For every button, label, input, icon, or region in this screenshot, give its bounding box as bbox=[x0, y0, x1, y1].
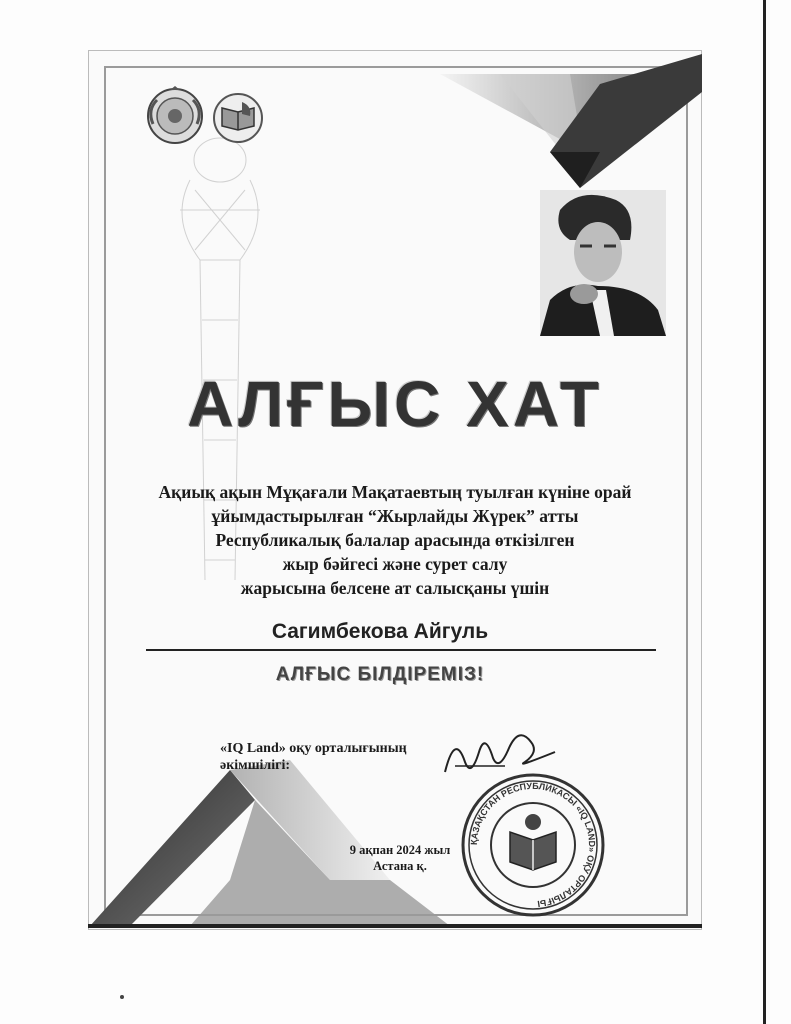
certificate-date: 9 ақпан 2024 жыл bbox=[349, 843, 451, 857]
decor-chevron-top-right bbox=[440, 52, 702, 192]
poet-portrait bbox=[540, 190, 666, 336]
certificate-place: Астана қ. bbox=[373, 859, 427, 873]
scan-edge bbox=[763, 0, 766, 1024]
body-line: Республикалық балалар арасында өткізілген bbox=[215, 530, 575, 550]
official-stamp bbox=[458, 770, 608, 920]
thanks-heading: АЛҒЫС БІЛДІРЕМІЗ! bbox=[275, 664, 485, 685]
recipient-name: Сагимбекова Айгуль bbox=[271, 620, 489, 643]
date-place-block bbox=[340, 842, 460, 874]
book-logo-icon bbox=[212, 92, 264, 144]
bottom-border-line bbox=[88, 924, 702, 928]
body-line: Ақиық ақын Мұқағали Мақатаевтың туылған күніне орай bbox=[158, 482, 632, 502]
state-emblem-icon bbox=[145, 86, 205, 146]
recipient-underline bbox=[146, 649, 656, 651]
body-line: жыр бәйгесі және сурет салу bbox=[282, 554, 508, 574]
body-line: жарысына белсене ат салысқаны үшін bbox=[240, 578, 550, 598]
org-line: әкімшілігі: bbox=[220, 758, 291, 773]
scan-speck bbox=[120, 995, 124, 999]
stamp-ring-text: ҚАЗАҚСТАН РЕСПУБЛИКАСЫ «IQ LAND» ОҚУ ОРТАЛЫҒЫ bbox=[468, 780, 598, 909]
certificate-body bbox=[88, 480, 702, 600]
organization-block bbox=[220, 740, 440, 774]
org-line: «IQ Land» оқу орталығының bbox=[220, 741, 407, 756]
body-line: ұйымдастырылған “Жырлайды Жүрек” атты bbox=[211, 506, 579, 526]
certificate-title: АЛҒЫС ХАТ bbox=[187, 368, 603, 440]
